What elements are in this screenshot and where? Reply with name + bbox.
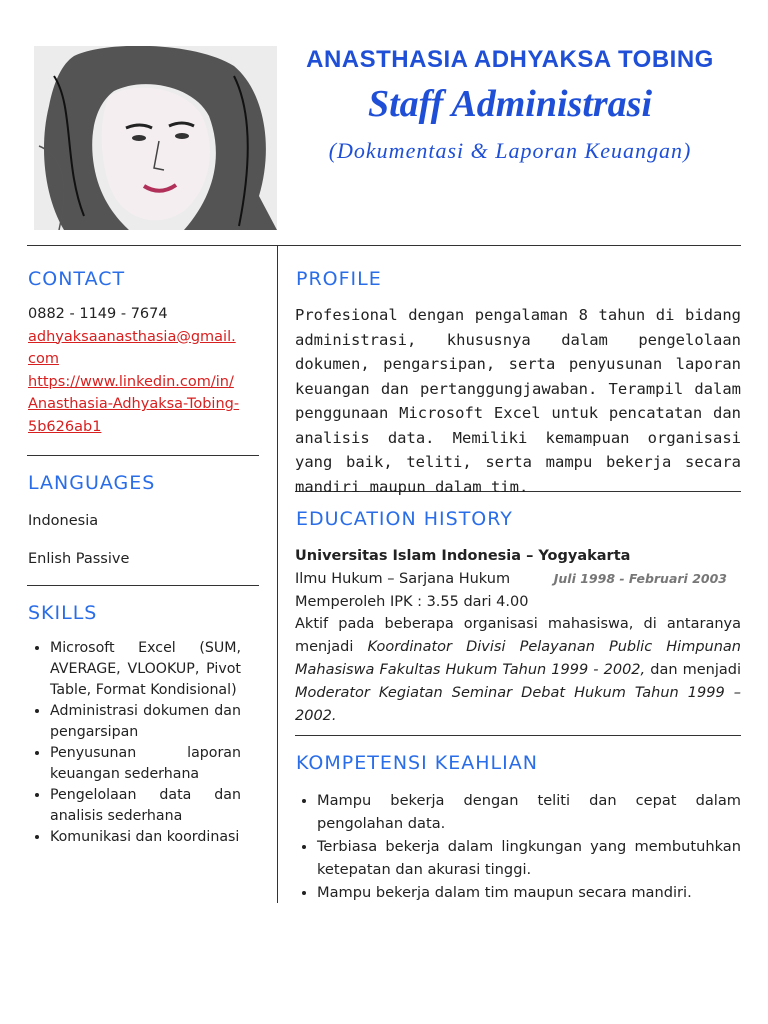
skill-item: • Microsoft Excel (SUM, AVERAGE, VLOOKUP, Pivot Table, Format Kondisional) xyxy=(50,638,241,701)
kompetensi-section xyxy=(295,789,741,904)
contact-section xyxy=(28,303,243,438)
skills-list xyxy=(28,638,241,848)
degree-row xyxy=(295,568,741,591)
gpa: Memperoleh IPK : 3.55 dari 4.00 xyxy=(295,593,529,610)
education-section xyxy=(295,545,741,727)
desc-role-2: Moderator Kegiatan Seminar Debat Hukum Tahun 1999 – 2002. xyxy=(295,684,741,724)
job-subtitle: (Dokumentasi & Laporan Keuangan) xyxy=(328,138,692,163)
skill-item: • Komunikasi dan koordinasi xyxy=(50,827,241,848)
profile-section xyxy=(295,303,741,499)
profile-heading: PROFILE xyxy=(296,268,382,290)
kompetensi-item: • Terbiasa bekerja dalam lingkungan yang membutuhkan ketepatan dan akurasi tinggi. xyxy=(317,835,741,881)
candidate-name: ANASTHASIA ADHYAKSA TOBING xyxy=(306,46,714,73)
profile-text: Profesional dengan pengalaman 8 tahun di bidang administrasi, khususnya dalam pengelolaan dokumen, pengarsipan, serta penyusunan laporan keuangan dan pertanggungjawaban. Terampil dalam penggunaan Microsoft Excel untuk pencatatan dan analisis data. Memiliki kemampuan organisasi yang baik, teliti, serta mampu bekerja secara mandiri maupun dalam tim. xyxy=(295,306,741,496)
language-item: Indonesia xyxy=(28,513,99,529)
contact-divider xyxy=(27,455,259,456)
job-title: Staff Administrasi xyxy=(367,83,653,125)
skill-item: • Pengelolaan data dan analisis sederhana xyxy=(50,785,241,827)
education-heading: EDUCATION HISTORY xyxy=(296,508,513,530)
degree: Ilmu Hukum – Sarjana Hukum xyxy=(295,570,511,587)
language-item: Enlish Passive xyxy=(28,550,130,567)
languages-section xyxy=(28,510,243,570)
header-divider xyxy=(27,245,741,246)
desc-text: Aktif pada beberapa organisasi mahasiswa, di antaranya menjadi xyxy=(295,616,741,656)
contact-heading: CONTACT xyxy=(28,268,126,290)
skill-item: • Administrasi dokumen dan pengarsipan xyxy=(50,701,241,743)
phone-number: 0882 - 1149 - 7674 xyxy=(28,306,168,322)
languages-divider xyxy=(27,585,259,586)
education-description xyxy=(295,613,741,727)
email-link[interactable]: adhyaksaanasthasia@gmail.com xyxy=(28,328,236,367)
kompetensi-item: • Mampu bekerja dalam tim maupun secara mandiri. xyxy=(317,881,741,904)
kompetensi-heading: KOMPETENSI KEAHLIAN xyxy=(296,752,538,774)
languages-heading: LANGUAGES xyxy=(28,472,156,494)
study-period: Juli 1998 - Februari 2003 xyxy=(553,570,727,586)
kompetensi-item: • Mampu bekerja dengan teliti dan cepat dalam pengolahan data. xyxy=(317,789,741,835)
desc-text: dan menjadi xyxy=(645,661,741,678)
skills-section xyxy=(28,638,241,848)
desc-role-1: Koordinator Divisi Pelayanan Public Himpunan Mahasiswa Fakultas Hukum Tahun 1999 - 2002, xyxy=(295,639,741,678)
skill-item: • Penyusunan laporan keuangan sederhana xyxy=(50,743,241,785)
school-name: Universitas Islam Indonesia – Yogyakarta xyxy=(295,548,631,564)
profile-photo xyxy=(34,46,277,230)
linkedin-link[interactable]: https://www.linkedin.com/in/Anasthasia-Adhyaksa-Tobing-5b626ab1 xyxy=(28,373,240,435)
education-divider xyxy=(295,735,741,736)
skills-heading: SKILLS xyxy=(28,602,98,624)
kompetensi-list xyxy=(295,789,741,904)
column-divider xyxy=(277,245,278,903)
